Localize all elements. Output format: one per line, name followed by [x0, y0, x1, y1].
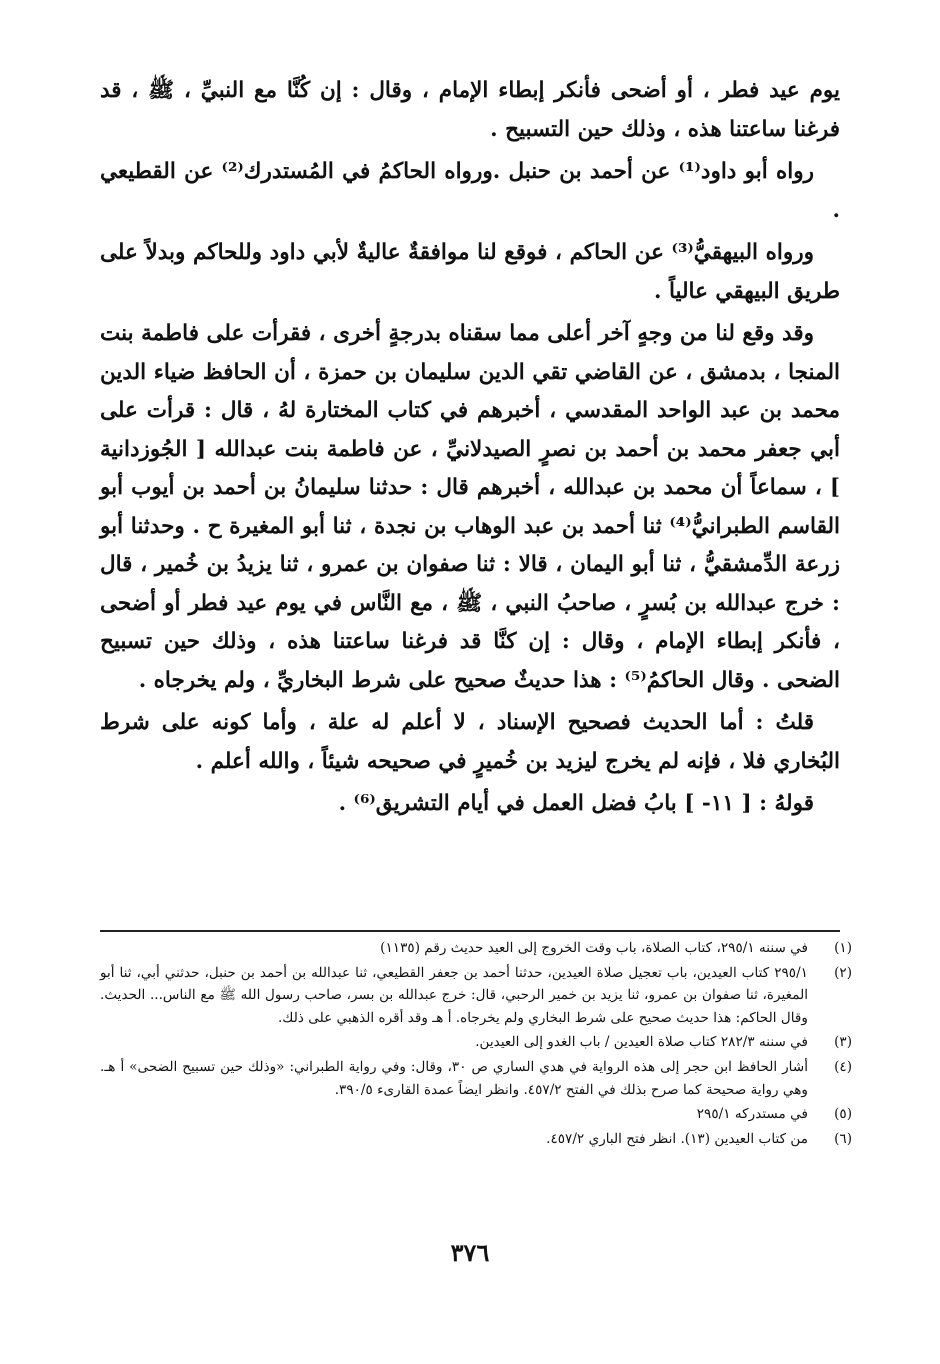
paragraph-4: وقد وقع لنا من وجهٍ آخر أعلى مما سقناه بدرجةٍ أخرى ، فقرأت على فاطمة بنت المنجا ، بدمشق ، عن القاضي تقي الدين سليمان بن حمزة ، أن الحافظ ضياء الدين محمد بن عبد الواحد المقدسي ، أخبرهم في كتاب المختارة لهُ ، قال : قرأت على أبي جعفر محمد بن أحمد بن نصرٍ الصيدلانيِّ ، عن فاطمة بنت عبدالله [ الجُوزدانية ] ، سماعاً أن محمد بن عبدالله ، أخبرهم قال : حدثنا سليمانُ بن أحمد بن أيوب أبو القاسم الطبرانيُّ⁽⁴⁾ ثنا أحمد بن عبد الوهاب بن نجدة ، ثنا أبو المغيرة ح . وحدثنا أبو زرعة الدِّمشقيُّ ، ثنا أبو اليمان ، قالا : ثنا صفوان بن عمرو ، ثنا يزيدُ بن خُمير ، قال : خرج عبدالله بن بُسرٍ ، صاحبُ النبي ، ﷺ ، مع النَّاس في يوم عيد فطر أو أضحى ، فأنكر إبطاء الإمام ، وقال : إن كنَّا قد فرغنا ساعتنا هذه ، وذلك حين تسبيح الضحى . وقال الحاكمُ⁽⁵⁾ : هذا حديثٌ صحيح على شرط البخاريِّ ، ولم يخرجاه .: [100, 321, 840, 693]
footnote-number: (٤): [834, 1058, 852, 1075]
paragraph-6: قولهُ : [ ١١- ] بابُ فضل العمل في أيام التشريق⁽⁶⁾ .: [338, 791, 814, 816]
footnote-number: (١): [834, 940, 852, 956]
footnote-number: (٢): [834, 964, 852, 981]
footnote-number: (٦): [834, 1130, 852, 1147]
footnote-text: في مستدركه ٢٩٥/١: [696, 1106, 808, 1123]
footnote-1: [100, 937, 852, 960]
paragraph-3: ورواه البيهقيُّ⁽³⁾ عن الحاكم ، فوقع لنا موافقةٌ عاليةٌ لأبي داود وللحاكم وبدلاً على طريق البيهقي عالياً .: [100, 240, 840, 304]
footnote-text: في سننه ٢٩٥/١، كتاب الصلاة، باب وقت الخروج إلى العيد حديث رقم (١١٣٥): [380, 940, 808, 956]
paragraph-2: رواه أبو داود⁽¹⁾ عن أحمد بن حنبل .ورواه الحاكمُ في المُستدرك⁽²⁾ عن القطيعي .: [100, 159, 840, 223]
footnote-2: [100, 962, 852, 1030]
paragraph-5: قلتُ : أما الحديث فصحيح الإسناد ، لا أعلم له علة ، وأما كونه على شرط البُخاري فلا ، فإنه لم يخرج ليزيد بن خُميرٍ في صحيحه شيئاً ، والله أعلم .: [100, 710, 840, 774]
footnote-number: (٣): [834, 1034, 852, 1051]
main-text: [100, 72, 840, 824]
footnote-text: ٢٩٥/١ كتاب العيدين، باب تعجيل صلاة العيدين، حدثنا أحمد بن جعفر القطيعي، ثنا عبدالله بن أحمد بن حنبل، حدثني أبي، ثنا أبو المغيرة، ثنا صفوان بن عمرو، ثنا يزيد بن خمير الرحبي، قال: خرج عبدالله بن بسر، صاحب رسول الله ﷺ مع الناس... الحديث. وقال الحاكم: هذا حديث صحيح على شرط البخاري ولم يخرجاه. أ هـ وقد أقره الذهبي على ذلك.: [100, 964, 808, 1026]
footnotes: [100, 937, 852, 1152]
footnote-3: [100, 1031, 852, 1054]
paragraph-1: يوم عيد فطر ، أو أضحى فأنكر إبطاء الإمام ، وقال : إن كُنَّا مع النبيِّ ، ﷺ ، قد فرغنا ساعتنا هذه ، وذلك حين التسبيح .: [100, 78, 840, 142]
footnote-4: [100, 1056, 852, 1101]
footnote-6: [100, 1128, 852, 1151]
footnote-number: (٥): [834, 1106, 852, 1123]
page-number: ٣٧٦: [450, 1238, 490, 1267]
footnote-divider: [100, 930, 840, 932]
footnote-text: من كتاب العيدين (١٣). انظر فتح الباري ٤٥٧/٢.: [546, 1130, 808, 1147]
footnote-5: [100, 1103, 852, 1126]
footnote-text: في سننه ٢٨٢/٣ كتاب صلاة العيدين / باب الغدو إلى العيدين.: [475, 1034, 808, 1051]
footnote-text: أشار الحافظ ابن حجر إلى هذه الرواية في هدي الساري ص ٣٠، وقال: وفي رواية الطبراني: «وذلك حين تسبيح الضحى» أ هـ. وهي رواية صحيحة كما صرح بذلك في الفتح ٤٥٧/٢. وانظر ايضاً عمدة القارىء ٣٩٠/٥.: [100, 1058, 808, 1098]
